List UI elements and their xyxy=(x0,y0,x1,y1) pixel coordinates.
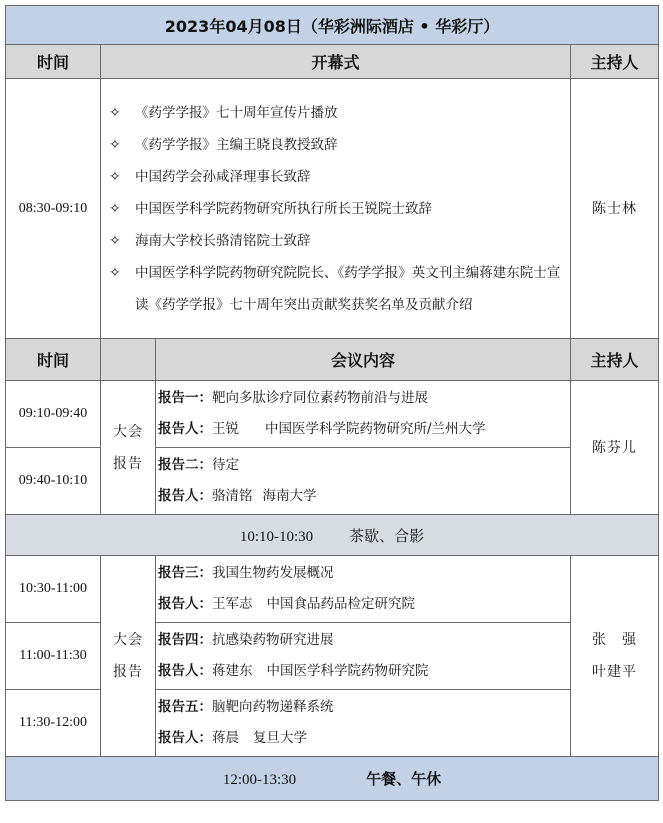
lunch-row xyxy=(6,757,659,801)
lunch-time: 12:00-13:30 xyxy=(222,772,297,788)
report-cell: 报告一：靶向多肽诊疗同位素药物前沿与进展 报告人：王锐 中国医学科学院药物研究所/兰州大学 xyxy=(156,381,571,448)
title-row xyxy=(6,6,659,45)
report-time: 11:30-12:00 xyxy=(6,690,101,757)
report-title: 脑靶向药物递释系统 xyxy=(212,699,334,715)
report-time: 11:00-11:30 xyxy=(6,623,101,690)
session-host: 张 强 叶建平 xyxy=(571,556,659,757)
list-item: ✧ 中国医学科学院药物研究所执行所长王锐院士致辞 xyxy=(109,193,566,225)
table-row xyxy=(6,556,659,623)
report-cell: 报告四：抗感染药物研究进展 报告人：蒋建东 中国医学科学院药物研究院 xyxy=(156,623,571,690)
list-item: ✧ 海南大学校长骆清铭院士致辞 xyxy=(109,225,566,257)
report-cell: 报告三：我国生物药发展概况 报告人：王军志 中国食品药品检定研究院 xyxy=(156,556,571,623)
sparkle-bullet-icon: ✧ xyxy=(109,104,121,121)
report-title: 靶向多肽诊疗同位素药物前沿与进展 xyxy=(212,390,428,406)
report-affiliation: 中国医学科学院药物研究院 xyxy=(266,663,429,679)
schedule-table xyxy=(5,5,659,801)
report-title: 待定 xyxy=(212,457,239,473)
meeting-header-row xyxy=(6,339,659,381)
report-speaker: 王锐 xyxy=(212,421,239,437)
col-content-header: 会议内容 xyxy=(156,339,571,381)
sparkle-bullet-icon: ✧ xyxy=(109,232,121,249)
opening-agenda-list xyxy=(101,91,570,327)
report-affiliation: 中国食品药品检定研究院 xyxy=(266,596,415,612)
report-affiliation: 中国医学科学院药物研究所/兰州大学 xyxy=(265,421,486,437)
report-speaker: 王军志 xyxy=(212,596,253,612)
col-session-header xyxy=(101,339,156,381)
report-affiliation: 复旦大学 xyxy=(253,730,307,746)
report-cell: 报告二：待定 报告人：骆清铭 海南大学 xyxy=(156,448,571,515)
report-affiliation: 海南大学 xyxy=(262,488,317,504)
list-item: ✧ 中国药学会孙咸泽理事长致辞 xyxy=(109,161,566,193)
report-speaker: 蒋晨 xyxy=(212,730,239,746)
session-host: 陈芬儿 xyxy=(571,381,659,515)
sparkle-bullet-icon: ✧ xyxy=(109,264,121,281)
col-time-header: 时间 xyxy=(6,45,101,79)
opening-header-row xyxy=(6,45,659,79)
report-cell: 报告五：脑靶向药物递释系统 报告人：蒋晨 复旦大学 xyxy=(156,690,571,757)
tea-break-label: 茶歇、合影 xyxy=(349,526,425,545)
lunch-break xyxy=(6,757,659,801)
lunch-label: 午餐、午休 xyxy=(366,770,442,788)
report-time: 10:30-11:00 xyxy=(6,556,101,623)
page-title: 2023年04月08日（华彩洲际酒店 • 华彩厅） xyxy=(6,6,659,45)
session-label: 大会报告 xyxy=(101,381,156,515)
opening-items-cell xyxy=(101,79,571,339)
col-time-header: 时间 xyxy=(6,339,101,381)
list-item: ✧ 《药学学报》七十周年宣传片播放 xyxy=(109,97,566,129)
report-time: 09:10-09:40 xyxy=(6,381,101,448)
col-host-header: 主持人 xyxy=(571,45,659,79)
opening-row xyxy=(6,79,659,339)
sparkle-bullet-icon: ✧ xyxy=(109,136,121,153)
report-time: 09:40-10:10 xyxy=(6,448,101,515)
list-item: ✧ 《药学学报》主编王晓良教授致辞 xyxy=(109,129,566,161)
tea-break-time: 10:10-10:30 xyxy=(239,528,314,545)
col-opening-header: 开幕式 xyxy=(101,45,571,79)
opening-host: 陈士林 xyxy=(571,79,659,339)
report-title: 抗感染药物研究进展 xyxy=(212,632,334,648)
sparkle-bullet-icon: ✧ xyxy=(109,200,121,217)
report-speaker: 骆清铭 xyxy=(212,488,253,504)
sparkle-bullet-icon: ✧ xyxy=(109,168,121,185)
tea-break xyxy=(6,515,659,556)
session-label: 大会报告 xyxy=(101,556,156,757)
col-host-header: 主持人 xyxy=(571,339,659,381)
report-speaker: 蒋建东 xyxy=(212,663,253,679)
tea-break-row xyxy=(6,515,659,556)
report-title: 我国生物药发展概况 xyxy=(212,565,334,581)
list-item: ✧ 中国医学科学院药物研究院院长、《药学学报》英文刊主编蒋建东院士宣读《药学学报》七十周年突出贡献奖获奖名单及贡献介绍 xyxy=(109,257,566,321)
schedule-sheet xyxy=(5,5,658,817)
table-row xyxy=(6,381,659,448)
opening-time: 08:30-09:10 xyxy=(6,79,101,339)
